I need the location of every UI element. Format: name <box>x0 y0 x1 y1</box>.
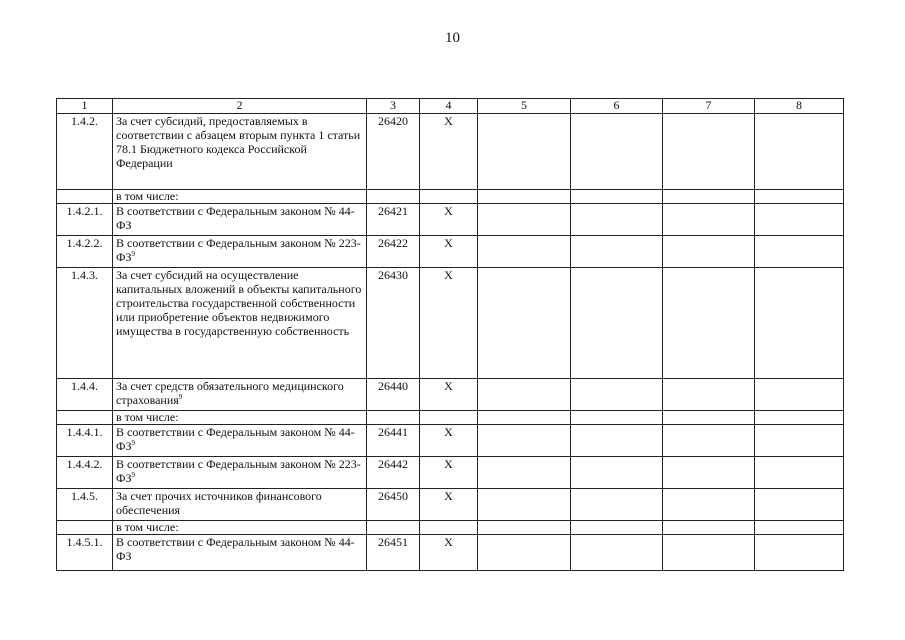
table-row <box>57 268 844 379</box>
footnote-mark: 9 <box>131 250 135 258</box>
empty-cell <box>663 535 755 571</box>
empty-cell <box>478 114 571 190</box>
row-description <box>113 521 367 535</box>
row-number: 1.4.2.1. <box>57 204 113 236</box>
empty-cell <box>478 521 571 535</box>
row-description-text: в том числе: <box>116 520 179 534</box>
row-description-text: В соответствии с Федеральным законом № 223-ФЗ <box>116 457 361 485</box>
row-description <box>113 411 367 425</box>
row-number <box>57 411 113 425</box>
row-description-text: в том числе: <box>116 410 179 424</box>
row-code <box>367 521 420 535</box>
empty-cell <box>663 268 755 379</box>
row-description-text: За счет средств обязательного медицинского страхования <box>116 379 344 407</box>
empty-cell <box>755 425 844 457</box>
empty-cell <box>478 457 571 489</box>
row-number: 1.4.4.2. <box>57 457 113 489</box>
row-description-text: В соответствии с Федеральным законом № 44-ФЗ <box>116 204 355 232</box>
row-description-text: За счет субсидий на осуществление капитальных вложений в объекты капитального строительства государственной собственности или приобретение объектов недвижимого имущества в государственную собственность <box>116 268 362 338</box>
row-description-text: в том числе: <box>116 189 179 203</box>
row-description <box>113 379 367 411</box>
empty-cell <box>478 425 571 457</box>
row-description <box>113 114 367 190</box>
column-header: 3 <box>367 99 420 114</box>
empty-cell <box>755 457 844 489</box>
empty-cell <box>755 114 844 190</box>
empty-cell <box>571 521 663 535</box>
column-header: 7 <box>663 99 755 114</box>
row-mark: X <box>420 204 478 236</box>
column-header: 2 <box>113 99 367 114</box>
footnote-mark: 9 <box>131 439 135 447</box>
empty-cell <box>571 535 663 571</box>
empty-cell <box>571 489 663 521</box>
row-mark: X <box>420 535 478 571</box>
empty-cell <box>571 204 663 236</box>
header-row <box>57 99 844 114</box>
empty-cell <box>571 190 663 204</box>
empty-cell <box>571 236 663 268</box>
row-code: 26421 <box>367 204 420 236</box>
empty-cell <box>755 190 844 204</box>
row-number <box>57 521 113 535</box>
empty-cell <box>755 204 844 236</box>
row-mark: X <box>420 457 478 489</box>
row-code: 26442 <box>367 457 420 489</box>
row-description <box>113 236 367 268</box>
table-row <box>57 425 844 457</box>
column-header: 6 <box>571 99 663 114</box>
row-description <box>113 489 367 521</box>
table-row <box>57 204 844 236</box>
empty-cell <box>663 411 755 425</box>
row-mark: X <box>420 268 478 379</box>
empty-cell <box>755 489 844 521</box>
row-mark <box>420 190 478 204</box>
empty-cell <box>755 236 844 268</box>
row-code <box>367 190 420 204</box>
empty-cell <box>755 379 844 411</box>
empty-cell <box>478 190 571 204</box>
empty-cell <box>663 204 755 236</box>
table-row <box>57 114 844 190</box>
row-code: 26422 <box>367 236 420 268</box>
empty-cell <box>663 379 755 411</box>
row-code <box>367 411 420 425</box>
row-description <box>113 204 367 236</box>
table-body <box>57 99 844 571</box>
row-code: 26430 <box>367 268 420 379</box>
row-description-text: В соответствии с Федеральным законом № 44-ФЗ <box>116 425 355 453</box>
row-description <box>113 425 367 457</box>
table-row <box>57 411 844 425</box>
empty-cell <box>571 114 663 190</box>
table-row <box>57 190 844 204</box>
row-code: 26451 <box>367 535 420 571</box>
row-mark: X <box>420 236 478 268</box>
empty-cell <box>663 489 755 521</box>
row-number: 1.4.5. <box>57 489 113 521</box>
table-row <box>57 535 844 571</box>
row-description-text: В соответствии с Федеральным законом № 223-ФЗ <box>116 236 361 264</box>
empty-cell <box>478 236 571 268</box>
empty-cell <box>755 521 844 535</box>
row-number: 1.4.4.1. <box>57 425 113 457</box>
empty-cell <box>571 457 663 489</box>
table-row <box>57 379 844 411</box>
row-number: 1.4.5.1. <box>57 535 113 571</box>
column-header: 4 <box>420 99 478 114</box>
financial-table <box>56 98 844 571</box>
empty-cell <box>478 379 571 411</box>
table-row <box>57 457 844 489</box>
row-description <box>113 268 367 379</box>
empty-cell <box>571 411 663 425</box>
row-description-text: За счет субсидий, предоставляемых в соответствии с абзацем вторым пункта 1 статьи 78.1 Бюджетного кодекса Российской Федерации <box>116 114 361 170</box>
footnote-mark: 9 <box>131 471 135 479</box>
empty-cell <box>755 411 844 425</box>
empty-cell <box>478 411 571 425</box>
row-code: 26450 <box>367 489 420 521</box>
empty-cell <box>663 236 755 268</box>
row-number: 1.4.4. <box>57 379 113 411</box>
empty-cell <box>571 268 663 379</box>
row-description-text: В соответствии с Федеральным законом № 44-ФЗ <box>116 535 355 563</box>
row-description <box>113 190 367 204</box>
row-code: 26420 <box>367 114 420 190</box>
empty-cell <box>571 425 663 457</box>
table-row <box>57 521 844 535</box>
row-number <box>57 190 113 204</box>
empty-cell <box>478 535 571 571</box>
empty-cell <box>663 521 755 535</box>
table-row <box>57 489 844 521</box>
column-header: 1 <box>57 99 113 114</box>
row-code: 26441 <box>367 425 420 457</box>
row-mark: X <box>420 425 478 457</box>
row-description <box>113 535 367 571</box>
row-number: 1.4.2.2. <box>57 236 113 268</box>
row-description-text: За счет прочих источников финансового обеспечения <box>116 489 322 517</box>
row-mark <box>420 411 478 425</box>
column-header: 8 <box>755 99 844 114</box>
page-number: 10 <box>445 30 460 46</box>
empty-cell <box>478 204 571 236</box>
footnote-mark: 9 <box>178 393 183 401</box>
empty-cell <box>478 489 571 521</box>
row-number: 1.4.2. <box>57 114 113 190</box>
empty-cell <box>478 268 571 379</box>
empty-cell <box>663 114 755 190</box>
empty-cell <box>571 379 663 411</box>
row-code: 26440 <box>367 379 420 411</box>
row-mark: X <box>420 114 478 190</box>
empty-cell <box>663 457 755 489</box>
empty-cell <box>663 190 755 204</box>
row-number: 1.4.3. <box>57 268 113 379</box>
empty-cell <box>663 425 755 457</box>
row-description <box>113 457 367 489</box>
empty-cell <box>755 535 844 571</box>
column-header: 5 <box>478 99 571 114</box>
row-mark: X <box>420 489 478 521</box>
row-mark: X <box>420 379 478 411</box>
table-row <box>57 236 844 268</box>
empty-cell <box>755 268 844 379</box>
row-mark <box>420 521 478 535</box>
